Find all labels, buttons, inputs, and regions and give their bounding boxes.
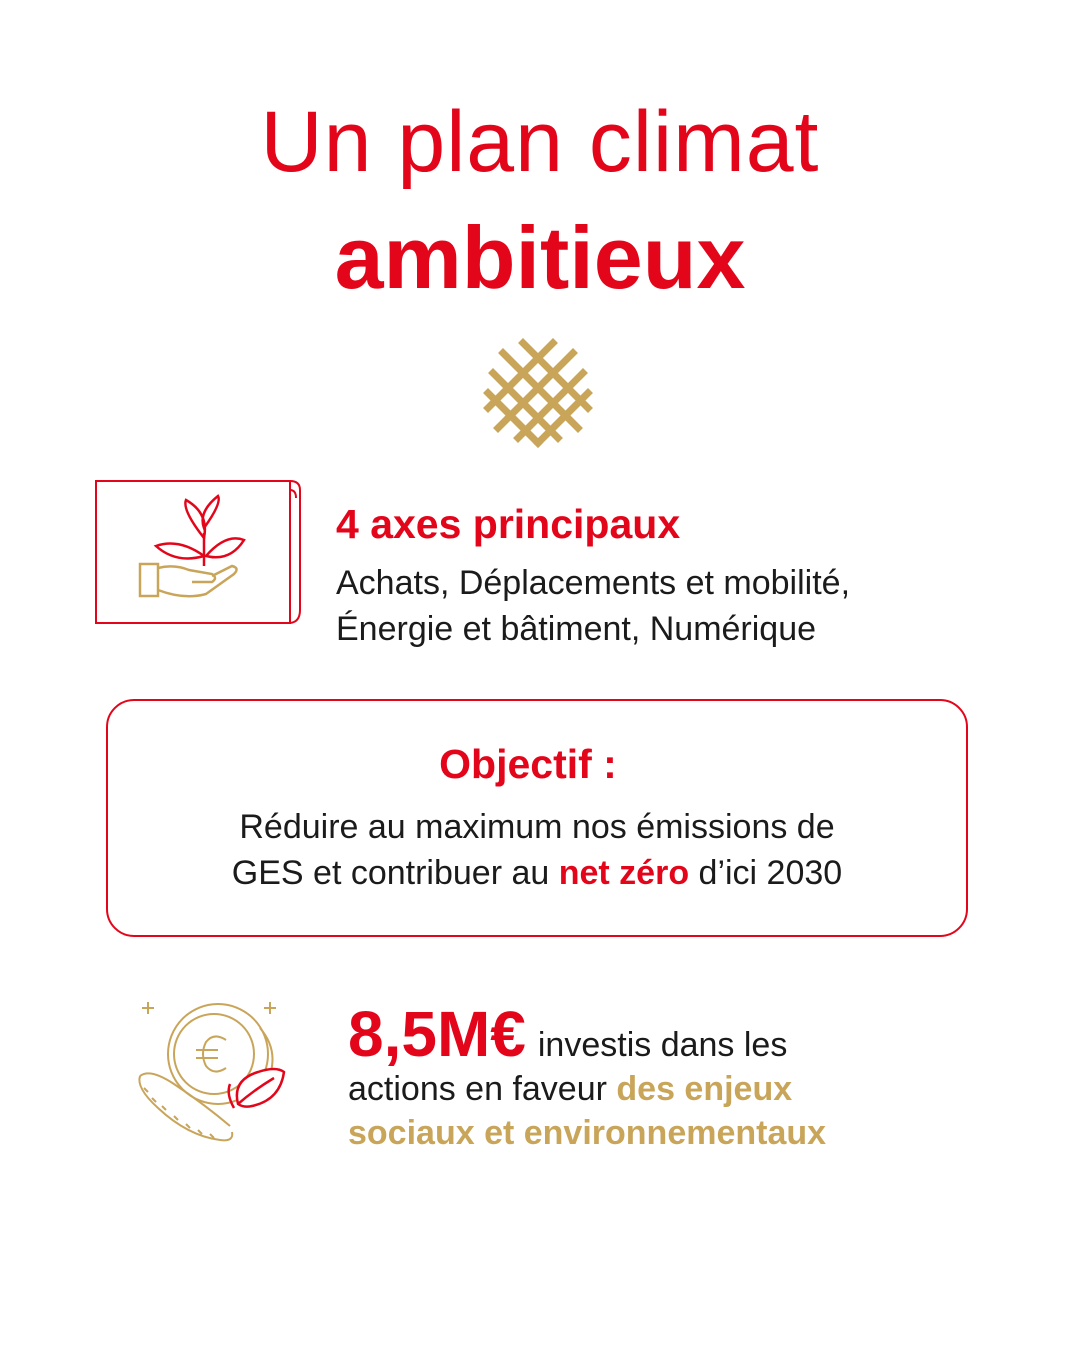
axes-line1: Achats, Déplacements et mobilité, (336, 564, 851, 602)
investment-amount: 8,5M€ (348, 998, 526, 1070)
investment-text1: investis dans les (537, 1026, 788, 1064)
axes-description (336, 560, 1036, 652)
investment-line1 (348, 998, 1048, 1070)
net-zero-highlight: net zéro (558, 854, 690, 892)
axes-title: 4 axes principaux (336, 501, 681, 547)
investment-block (348, 998, 1048, 1155)
axes-line2: Énergie et bâtiment, Numérique (336, 610, 817, 648)
investment-line2 (348, 1067, 1048, 1111)
woven-emblem-icon (483, 338, 593, 448)
objective-line1: Réduire au maximum nos émissions de (239, 808, 835, 846)
investment-highlight-2: sociaux et environnementaux (348, 1114, 827, 1152)
euro-coin-leaf-icon (134, 996, 290, 1146)
investment-text2: actions en faveur (348, 1070, 617, 1108)
hand-holding-plant-icon (94, 478, 304, 626)
objective-description (106, 804, 968, 896)
objective-line2-start: GES et contribuer au (231, 854, 559, 892)
objective-line2-end: d’ici 2030 (689, 854, 843, 892)
investment-highlight-1: des enjeux (616, 1070, 793, 1108)
page-title-line1: Un plan climat (260, 94, 820, 190)
objective-title: Objectif : (439, 741, 617, 787)
objective-line2 (106, 850, 968, 896)
page-title-line2: ambitieux (334, 208, 746, 307)
